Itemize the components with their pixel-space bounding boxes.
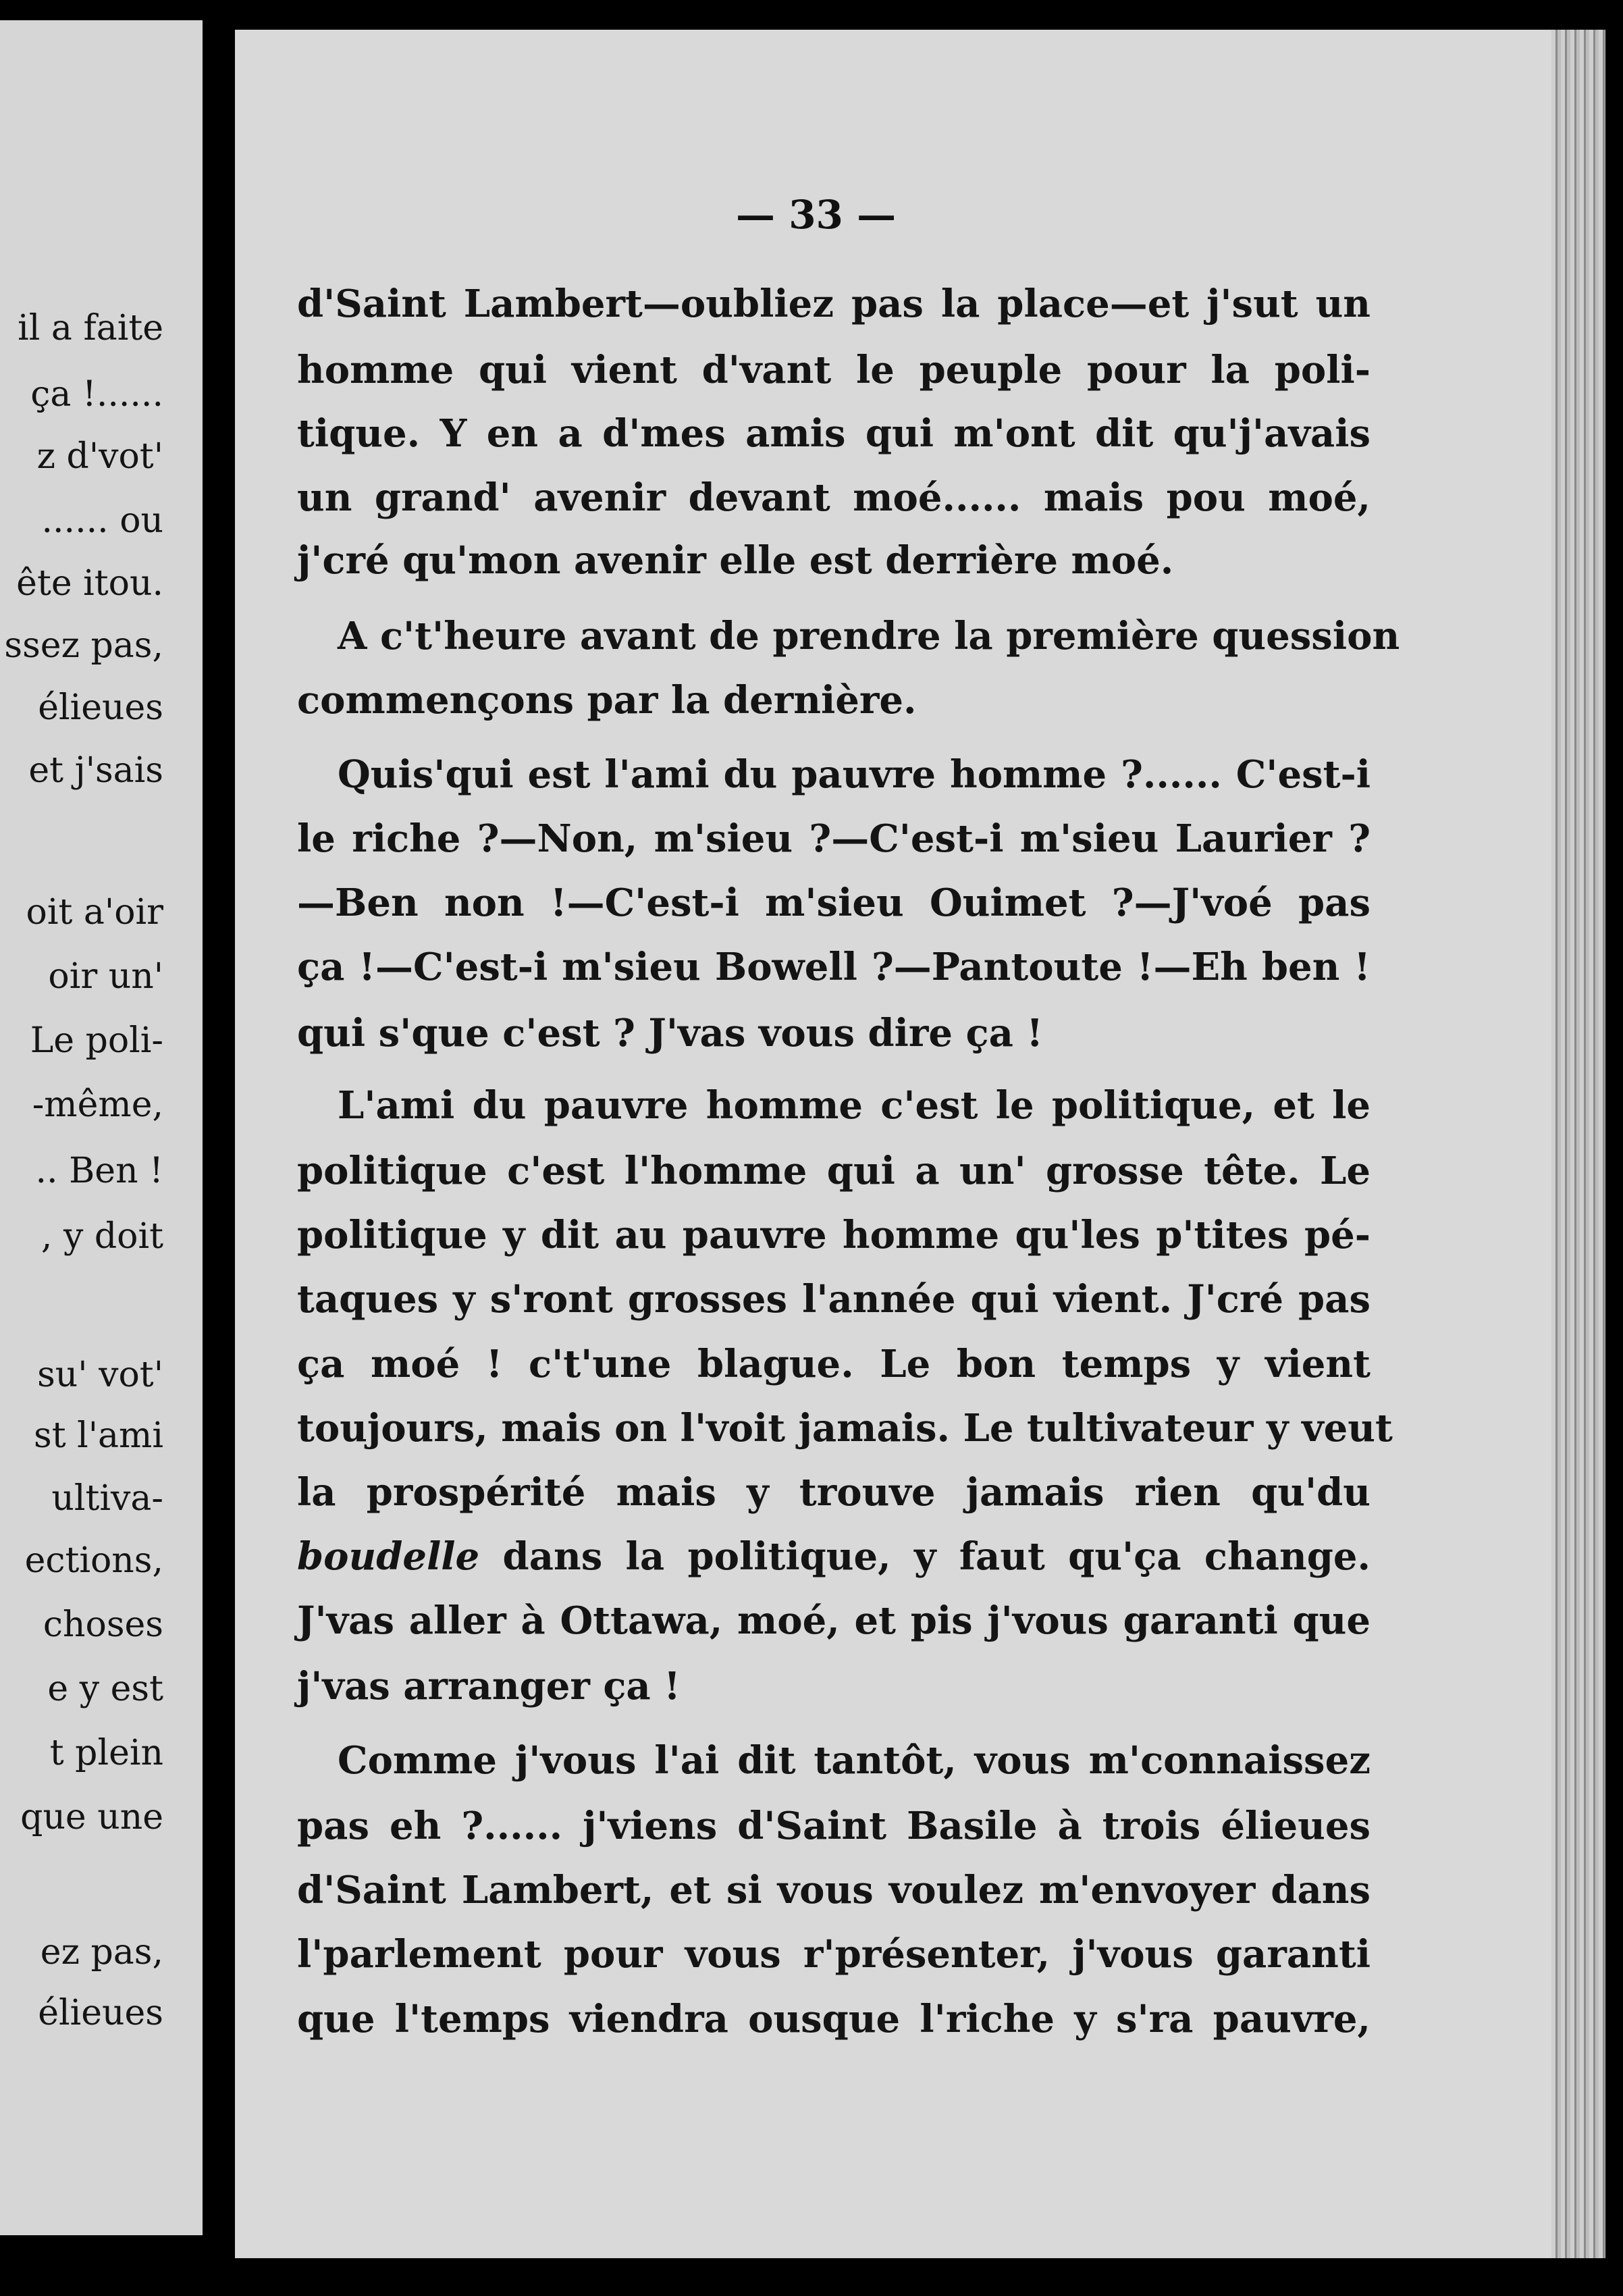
text-line: le riche ?—Non, m'sieu ?—C'est-i m'sieu Laurier ?: [297, 816, 1371, 861]
text-line: J'vas aller à Ottawa, moé, et pis j'vous garanti que: [297, 1598, 1371, 1643]
left-page-fragment: ça !......: [30, 374, 163, 415]
left-page-fragment: ultiva-: [51, 1478, 163, 1519]
text-line-rest: dans la politique, y faut qu'ça change.: [502, 1534, 1371, 1579]
text-line: j'cré qu'mon avenir elle est derrière moé.: [297, 538, 1174, 583]
left-page-fragment: ez pas,: [40, 1932, 163, 1973]
text-line-with-italic: [297, 1534, 1371, 1579]
left-page-fragment: e y est: [47, 1669, 163, 1709]
left-page-fragment: su' vot': [37, 1355, 163, 1395]
text-line: commençons par la dernière.: [297, 678, 917, 723]
text-line: que l'temps viendra ousque l'riche y s'ra pauvre,: [297, 1997, 1371, 2041]
text-line: qui s'que c'est ? J'vas vous dire ça !: [297, 1011, 1044, 1055]
page-stack-edge: [1551, 30, 1605, 2258]
text-line: j'vas arranger ça !: [297, 1664, 681, 1708]
book-gutter: [203, 0, 235, 2296]
text-line: taques y s'ront grosses l'année qui vient. J'cré pas: [297, 1277, 1371, 1322]
left-page-fragment: ections,: [24, 1540, 163, 1581]
left-page-fragment: .. Ben !: [35, 1151, 163, 1191]
left-page-fragment: élieues: [38, 1993, 163, 2033]
text-line: ça !—C'est-i m'sieu Bowell ?—Pantoute !—Eh ben !: [297, 945, 1371, 989]
page-number-text: — 33 —: [736, 192, 897, 238]
italic-word: boudelle: [297, 1534, 480, 1579]
left-page-fragment: st l'ami: [34, 1415, 163, 1456]
left-page-fragment: oit a'oir: [26, 892, 163, 933]
text-line: l'parlement pour vous r'présenter, j'vous garanti: [297, 1932, 1371, 1977]
text-line: Quis'qui est l'ami du pauvre homme ?...... C'est-i: [338, 752, 1371, 797]
text-line: politique c'est l'homme qui a un' grosse tête. Le: [297, 1149, 1371, 1193]
text-line: politique y dit au pauvre homme qu'les p'tites pé-: [297, 1213, 1371, 1257]
left-page-fragment: z d'vot': [36, 436, 163, 477]
text-line: toujours, mais on l'voit jamais. Le tultivateur y veut: [297, 1406, 1393, 1451]
page-body-text: [235, 30, 1551, 2258]
text-line: tique. Y en a d'mes amis qui m'ont dit qu'j'avais: [297, 411, 1371, 456]
left-page-fragment: Le poli-: [30, 1020, 163, 1061]
left-page-fragment: il a faite: [18, 308, 163, 348]
text-line: homme qui vient d'vant le peuple pour la poli-: [297, 348, 1371, 392]
right-page: [235, 30, 1551, 2258]
text-line: d'Saint Lambert—oubliez pas la place—et j'sut un: [297, 282, 1371, 326]
text-line: la prospérité mais y trouve jamais rien qu'du: [297, 1470, 1371, 1515]
left-page-fragment: t plein: [49, 1733, 163, 1773]
left-page-fragment: , y doit: [41, 1216, 163, 1257]
left-page: [0, 20, 203, 2235]
left-page-fragment: oir un': [48, 956, 163, 997]
left-page-fragment: ête itou.: [16, 563, 163, 604]
text-line: —Ben non !—C'est-i m'sieu Ouimet ?—J'voé pas: [297, 881, 1371, 925]
left-page-fragment: élieues: [38, 687, 163, 728]
left-page-fragment: ssez pas,: [4, 625, 163, 666]
left-page-fragment: ...... ou: [41, 500, 163, 541]
text-line: d'Saint Lambert, et si vous voulez m'envoyer dans: [297, 1868, 1371, 1912]
text-line: A c't'heure avant de prendre la première quession: [338, 614, 1400, 658]
text-line: Comme j'vous l'ai dit tantôt, vous m'connaissez: [338, 1738, 1371, 1783]
left-page-fragment: et j'sais: [28, 750, 163, 791]
text-line: pas eh ?...... j'viens d'Saint Basile à trois élieues: [297, 1804, 1371, 1848]
left-page-fragment: -même,: [32, 1085, 163, 1125]
left-page-fragment: choses: [43, 1604, 163, 1645]
left-page-fragment: que une: [20, 1797, 163, 1837]
text-line: ça moé ! c't'une blague. Le bon temps y vient: [297, 1342, 1371, 1386]
text-line: un grand' avenir devant moé...... mais pou moé,: [297, 475, 1371, 520]
text-line: L'ami du pauvre homme c'est le politique, et le: [338, 1083, 1371, 1128]
